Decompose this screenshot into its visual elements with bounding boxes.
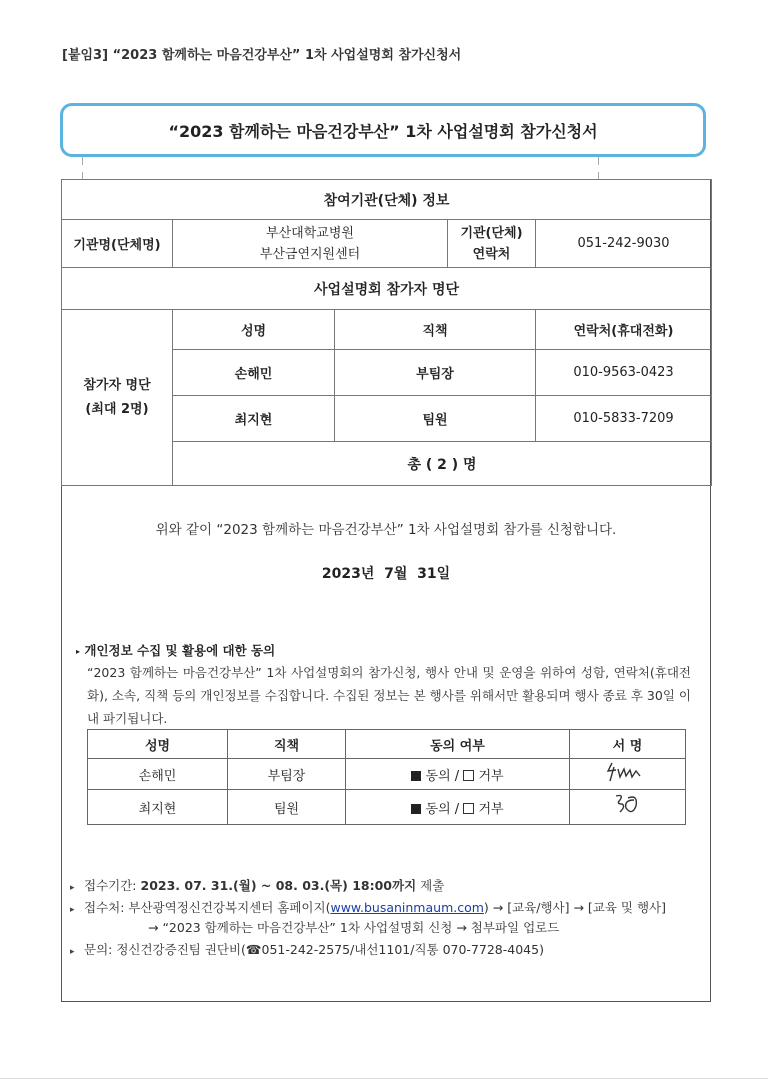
submission-period: ▸ 접수기간: 2023. 07. 31.(월) ~ 08. 03.(목) 18:00까지 제출: [70, 878, 445, 893]
application-table: [61, 179, 712, 486]
refuse-checkbox[interactable]: [463, 803, 474, 814]
participants-total: 총 ( 2 ) 명: [173, 442, 712, 486]
consent-table: [87, 729, 686, 825]
col-header-name: 성명: [173, 310, 335, 350]
homepage-link[interactable]: www.busaninmaum.com: [330, 900, 484, 915]
signature-cell: [570, 759, 686, 790]
consent-col-position: 직책: [228, 730, 346, 759]
submission-method: ▸ 접수처: 부산광역정신건강복지센터 홈페이지(www.busaninmaum.com) → [교육/행사] → [교육 및 행사]: [70, 900, 666, 915]
page-edge: [0, 1078, 768, 1079]
form-title-box: [60, 103, 706, 157]
consent-col-agree: 동의 여부: [346, 730, 570, 759]
scan-tick: [82, 157, 83, 165]
org-section-header: 참여기관(단체) 정보: [62, 180, 712, 220]
bullet-icon: ▸: [76, 647, 81, 656]
consent-name: 최지현: [88, 790, 228, 825]
participants-row-label: 참가자 명단 (최대 2명): [62, 310, 173, 486]
consent-choice: 동의 / 거부: [346, 790, 570, 825]
agree-checkbox[interactable]: [411, 771, 421, 781]
signature-image: [598, 790, 658, 820]
agree-checkbox[interactable]: [411, 804, 421, 814]
declaration-text: 위와 같이 “2023 함께하는 마음건강부산” 1차 사업설명회 참가를 신청합니다.: [155, 522, 617, 538]
attachment-label: [붙임3] “2023 함께하는 마음건강부산” 1차 사업설명회 참가신청서: [62, 48, 462, 63]
scan-tick: [598, 157, 599, 165]
privacy-title: ▸ 개인정보 수집 및 활용에 대한 동의: [76, 643, 276, 658]
participant-phone: 010-9563-0423: [536, 350, 712, 396]
refuse-checkbox[interactable]: [463, 770, 474, 781]
consent-choice: 동의 / 거부: [346, 759, 570, 790]
consent-col-signature: 서 명: [570, 730, 686, 759]
signature-cell: [570, 790, 686, 825]
participants-section-header: 사업설명회 참가자 명단: [62, 268, 712, 310]
consent-position: 팀원: [228, 790, 346, 825]
bullet-icon: ▸: [70, 883, 75, 893]
bullet-icon: ▸: [70, 947, 75, 957]
submission-contact: ▸ 문의: 정신건강증진팀 권단비(☎051-242-2575/내선1101/직통 070-7728-4045): [70, 942, 544, 957]
participant-phone: 010-5833-7209: [536, 396, 712, 442]
submission-method-line2: → “2023 함께하는 마음건강부산” 1차 사업설명회 신청 → 첨부파일 업로드: [148, 920, 560, 935]
form-title: “2023 함께하는 마음건강부산” 1차 사업설명회 참가신청서: [168, 121, 598, 141]
org-name-label: 기관명(단체명): [62, 220, 173, 268]
consent-col-name: 성명: [88, 730, 228, 759]
org-contact-value: 051-242-9030: [536, 220, 712, 268]
bullet-icon: ▸: [70, 905, 75, 915]
consent-name: 손해민: [88, 759, 228, 790]
privacy-text: “2023 함께하는 마음건강부산” 1차 사업설명회의 참가신청, 행사 안내 및 운영을 위하여 성함, 연락처(휴대전화), 소속, 직책 등의 개인정보를 수집합니다. 수집된 정보는 본 행사를 위해서만 활용되며 행사 종료 후 30일 이내 파기됩니다.: [87, 665, 691, 726]
participant-position: 팀원: [335, 396, 536, 442]
signature-image: [598, 759, 658, 785]
consent-position: 부팀장: [228, 759, 346, 790]
application-date: 2023년 7월 31일: [321, 566, 451, 582]
col-header-phone: 연락처(휴대전화): [536, 310, 712, 350]
org-name-value: 부산대학교병원 부산금연지원센터: [173, 220, 448, 268]
col-header-position: 직책: [335, 310, 536, 350]
participant-name: 손해민: [173, 350, 335, 396]
participant-position: 부팀장: [335, 350, 536, 396]
org-contact-label: 기관(단체) 연락처: [448, 220, 536, 268]
participant-name: 최지현: [173, 396, 335, 442]
